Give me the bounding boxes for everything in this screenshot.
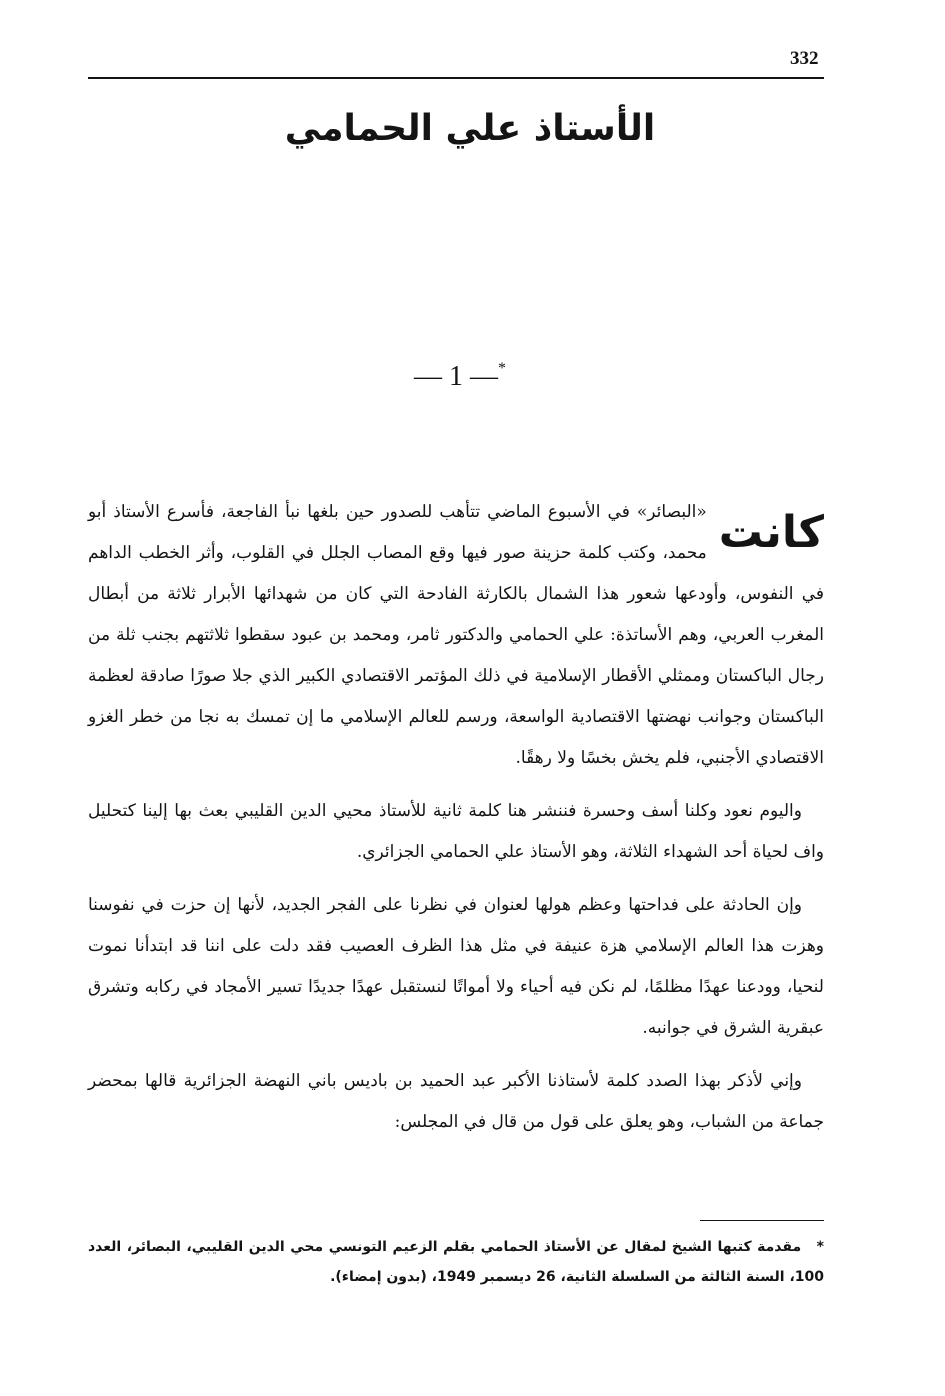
footnote bbox=[88, 1232, 824, 1292]
section-heading bbox=[300, 360, 620, 393]
paragraph: وإني لأذكر بهذا الصدد كلمة لأستاذنا الأكبر عبد الحميد بن باديس باني النهضة الجزائرية قالها بمحضر جماعة من الشباب، وهو يعلق على قول من قال في المجلس: bbox=[88, 1071, 824, 1132]
body-text bbox=[88, 492, 824, 1155]
footnote-text: مقدمة كتبها الشيخ لمقال عن الأستاذ الحمامي بقلم الزعيم التونسي محي الدين القليبي، البصائر، العدد 100، السنة الثالثة من السلسلة الثانية، 26 ديسمبر 1949، (بدون إمضاء). bbox=[88, 1239, 824, 1285]
footnote-reference: * bbox=[498, 360, 506, 377]
page-number: 332 bbox=[790, 48, 819, 69]
header-rule bbox=[88, 77, 824, 79]
footnote-rule bbox=[700, 1220, 824, 1221]
paragraph: واليوم نعود وكلنا أسف وحسرة فننشر هنا كلمة ثانية للأستاذ محيي الدين القليبي بعث بها إلينا كتحليل واف لحياة أحد الشهداء الثلاثة، وهو الأستاذ علي الحمامي الجزائري. bbox=[88, 801, 824, 862]
dropcap-word: كانت bbox=[718, 507, 824, 558]
chapter-title: الأستاذ علي الحمامي bbox=[284, 108, 656, 149]
paragraph: وإن الحادثة على فداحتها وعظم هولها لعنوان في نظرنا على الفجر الجديد، لأنها إن حزت في نفوسنا وهزت هذا العالم الإسلامي هزة عنيفة في مثل هذا الظرف العصيب فقد دلت على اننا قد ابتدأنا نموت لنحيا، وودعنا عهدًا مظلمًا، لم نكن فيه أحياء ولا أمواتًا لنستقبل عهدًا جديدًا تسير الأمجاد في ركابه وتشرق عبقرية الشرق في جوانبه. bbox=[88, 895, 824, 1038]
section-number: — 1 — bbox=[414, 361, 498, 392]
paragraph bbox=[88, 492, 824, 779]
footnote-marker: * bbox=[816, 1239, 824, 1255]
paragraph-text: «البصائر» في الأسبوع الماضي تتأهب للصدور حين بلغها نبأ الفاجعة، فأسرع الأستاذ أبو محمد، وكتب كلمة حزينة صور فيها وقع المصاب الجلل في القلوب، وأثر الخطب الداهم في النفوس، وأودعها شعور هذا الشمال بالكارثة الفادحة التي كان من شهدائها الأبرار ثلاثة من أبطال المغرب العربي، وهم الأساتذة: علي الحمامي والدكتور ثامر، ومحمد بن عبود سقطوا ثلاثتهم بجنب ثلة من رجال الباكستان وممثلي الأقطار الإسلامية في ذلك المؤتمر الاقتصادي الكبير الذي جلا صورًا صادقة لعظمة الباكستان وجوانب نهضتها الاقتصادية الواسعة، ورسم للعالم الإسلامي ما إن تمسك به نجا من خطر الغزو الاقتصادي الأجنبي، فلم يخش بخسًا ولا رهقًا. bbox=[88, 502, 824, 768]
